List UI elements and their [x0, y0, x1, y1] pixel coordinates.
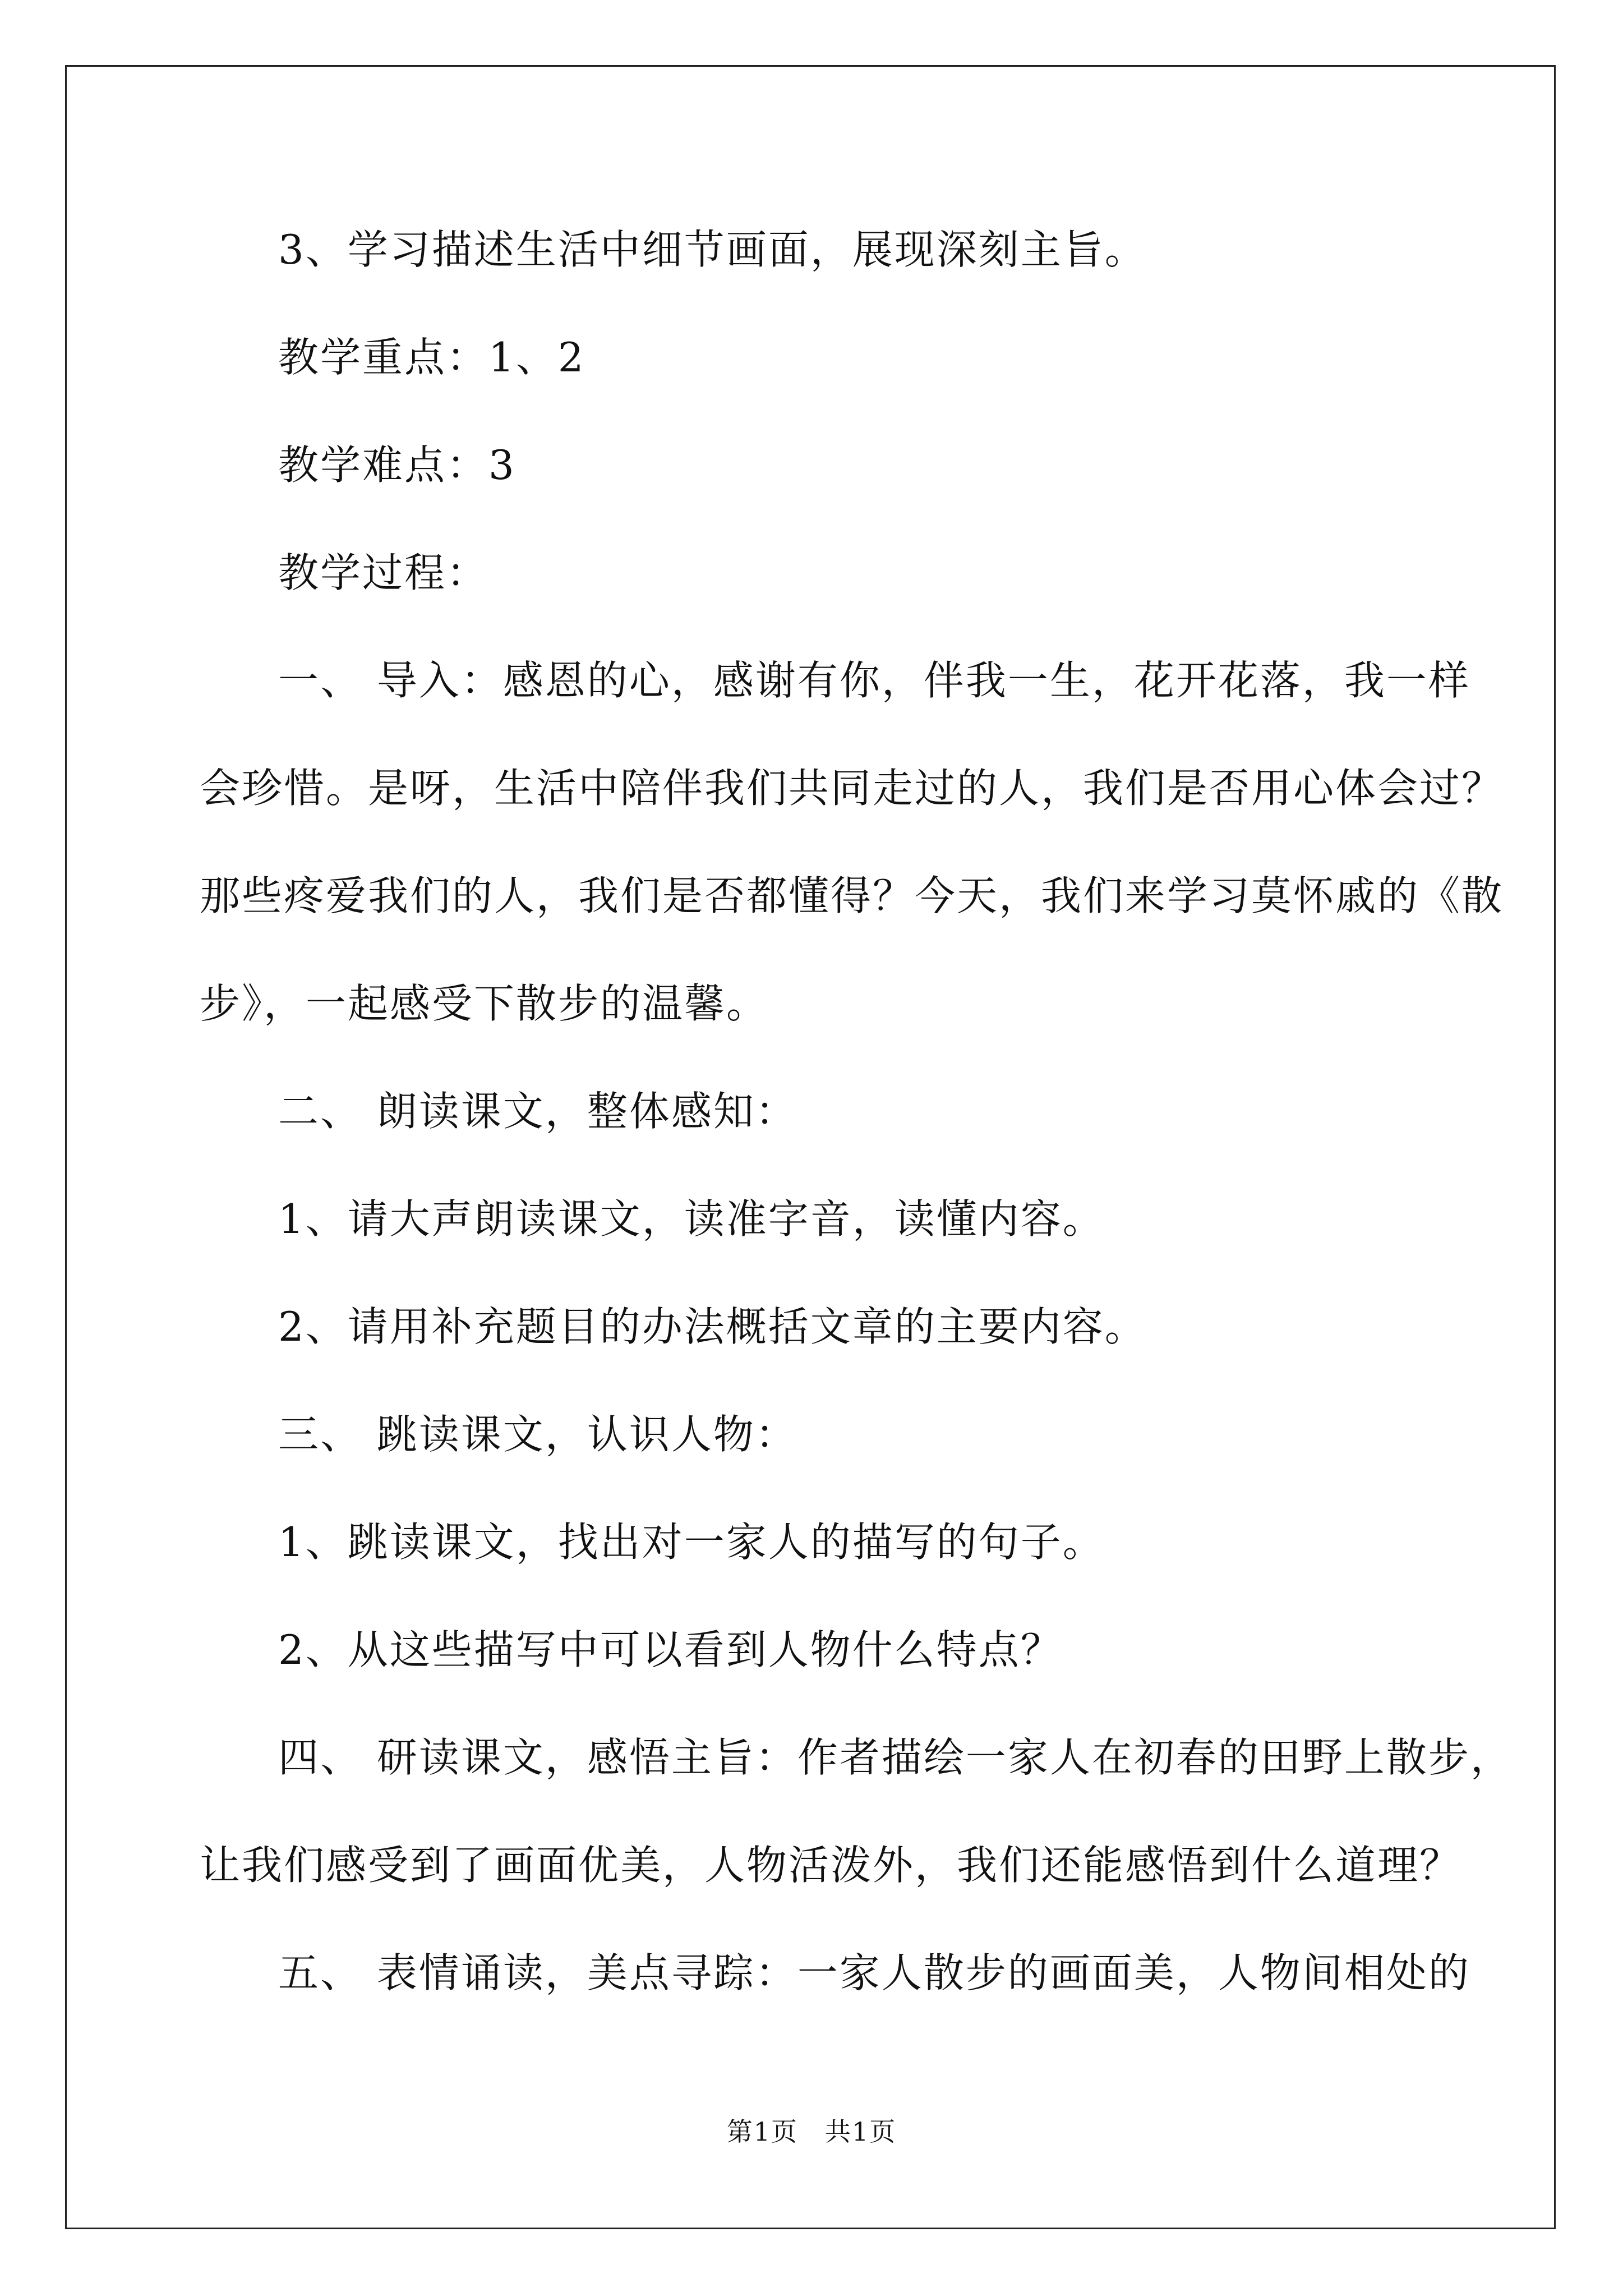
text-line-1: 3、学习描述生活中细节画面，展现深刻主旨。 [278, 226, 1147, 273]
text-line-2: 教学重点：1、2 [278, 334, 585, 381]
text-line-7: 那些疼爱我们的人，我们是否都懂得？今天，我们来学习莫怀戚的《散 [200, 872, 1504, 919]
text-line-8: 步》，一起感受下散步的温馨。 [200, 980, 769, 1027]
text-line-9: 二、 朗读课文，整体感知： [278, 1088, 797, 1135]
page-footer: 第1页 共1页 [726, 2116, 897, 2147]
text-line-14: 2、从这些描写中可以看到人物什么特点？ [278, 1626, 1063, 1673]
text-line-17: 五、 表情诵读，美点寻踪：一家人散步的画面美，人物间相处的 [278, 1949, 1470, 1996]
text-line-4: 教学过程： [278, 549, 489, 596]
text-line-13: 1、跳读课文，找出对一家人的描写的句子。 [278, 1519, 1105, 1566]
page-border [65, 65, 1556, 2229]
text-line-15: 四、 研读课文，感悟主旨：作者描绘一家人在初春的田野上散步， [278, 1734, 1513, 1781]
text-line-6: 会珍惜。是呀，生活中陪伴我们共同走过的人，我们是否用心体会过？ [200, 765, 1504, 812]
text-line-5: 一、 导入：感恩的心，感谢有你，伴我一生，花开花落，我一样 [278, 657, 1470, 704]
text-line-11: 2、请用补充题目的办法概括文章的主要内容。 [278, 1303, 1147, 1350]
text-line-3: 教学难点：3 [278, 441, 516, 489]
text-line-12: 三、 跳读课文，认识人物： [278, 1411, 797, 1458]
text-line-10: 1、请大声朗读课文，读准字音，读懂内容。 [278, 1195, 1105, 1243]
text-line-16: 让我们感受到了画面优美，人物活泼外，我们还能感悟到什么道理？ [200, 1842, 1462, 1889]
